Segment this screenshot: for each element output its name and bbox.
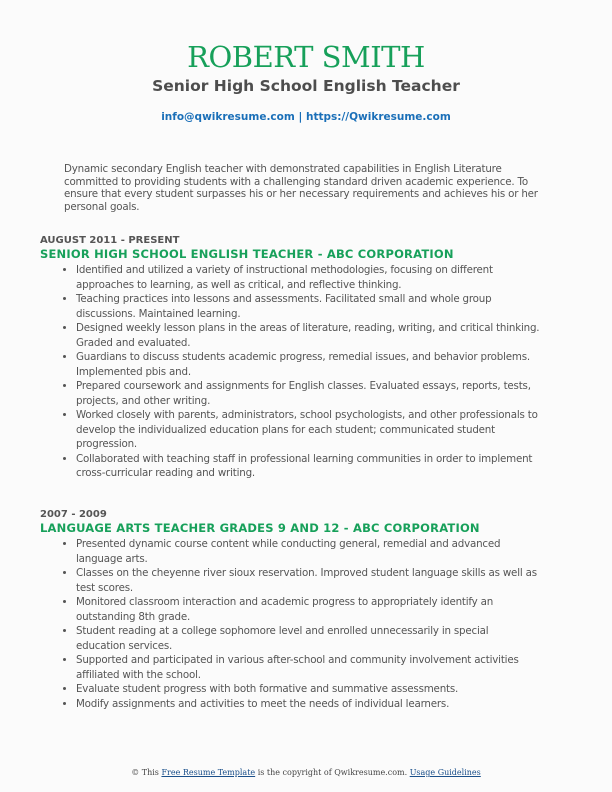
list-item: • Worked closely with parents, administrators, school psychologists, and other professionals to develop the individualized education plans for each student; communicated student progression.	[76, 408, 540, 452]
job-date: AUGUST 2011 - PRESENT	[40, 235, 180, 246]
summary: Dynamic secondary English teacher with demonstrated capabilities in English Literature committed to providing students with a challenging standard driven academic experience. To ensure that every student surpasses his or her necessary requirements and achieves his or her personal goals.	[64, 163, 538, 213]
footer-middle: is the copyright of Qwikresume.com.	[255, 768, 410, 777]
list-item: • Evaluate student progress with both formative and summative assessments.	[76, 682, 540, 697]
job-title: LANGUAGE ARTS TEACHER GRADES 9 AND 12 - ABC CORPORATION	[40, 521, 480, 535]
experience-section-2	[40, 509, 540, 711]
list-item: • Collaborated with teaching staff in professional learning communities in order to implement cross-curricular reading and writing.	[76, 452, 540, 481]
list-item: • Supported and participated in various after-school and community involvement activities affiliated with the school.	[76, 653, 540, 682]
free-resume-template-link[interactable]: Free Resume Template	[161, 768, 256, 777]
list-item: • Identified and utilized a variety of instructional methodologies, focusing on different approaches to learning, as well as critical, and reflective thinking.	[76, 263, 540, 292]
list-item: • Designed weekly lesson plans in the areas of literature, reading, writing, and critical thinking. Graded and evaluated.	[76, 321, 540, 350]
contact-line	[0, 111, 612, 123]
usage-guidelines-link[interactable]: Usage Guidelines	[409, 768, 481, 777]
job-bullets	[40, 537, 540, 711]
separator: |	[294, 111, 306, 123]
list-item: • Prepared coursework and assignments for English classes. Evaluated essays, reports, tests, projects, and other writing.	[76, 379, 540, 408]
list-item: • Guardians to discuss students academic progress, remedial issues, and behavior problems. Implemented pbis and.	[76, 350, 540, 379]
candidate-title: Senior High School English Teacher	[152, 77, 460, 95]
list-item: • Presented dynamic course content while conducting general, remedial and advanced language arts.	[76, 537, 540, 566]
footer-prefix: © This	[131, 768, 162, 777]
list-item: • Monitored classroom interaction and academic progress to appropriately identify an outstanding 8th grade.	[76, 595, 540, 624]
job-bullets	[40, 263, 540, 481]
list-item: • Teaching practices into lessons and assessments. Facilitated small and whole group discussions. Maintained learning.	[76, 292, 540, 321]
experience-section-1	[40, 235, 540, 481]
list-item: • Classes on the cheyenne river sioux reservation. Improved student language skills as well as test scores.	[76, 566, 540, 595]
list-item: • Modify assignments and activities to meet the needs of individual learners.	[76, 697, 540, 712]
job-date: 2007 - 2009	[40, 509, 107, 520]
website-link[interactable]: https://Qwikresume.com	[305, 111, 451, 123]
job-title: SENIOR HIGH SCHOOL ENGLISH TEACHER - ABC CORPORATION	[40, 247, 454, 261]
email-link[interactable]: info@qwikresume.com	[161, 111, 295, 123]
candidate-name: ROBERT SMITH	[187, 40, 425, 74]
list-item: • Student reading at a college sophomore level and enrolled unnecessarily in special education services.	[76, 624, 540, 653]
footer	[0, 768, 612, 777]
